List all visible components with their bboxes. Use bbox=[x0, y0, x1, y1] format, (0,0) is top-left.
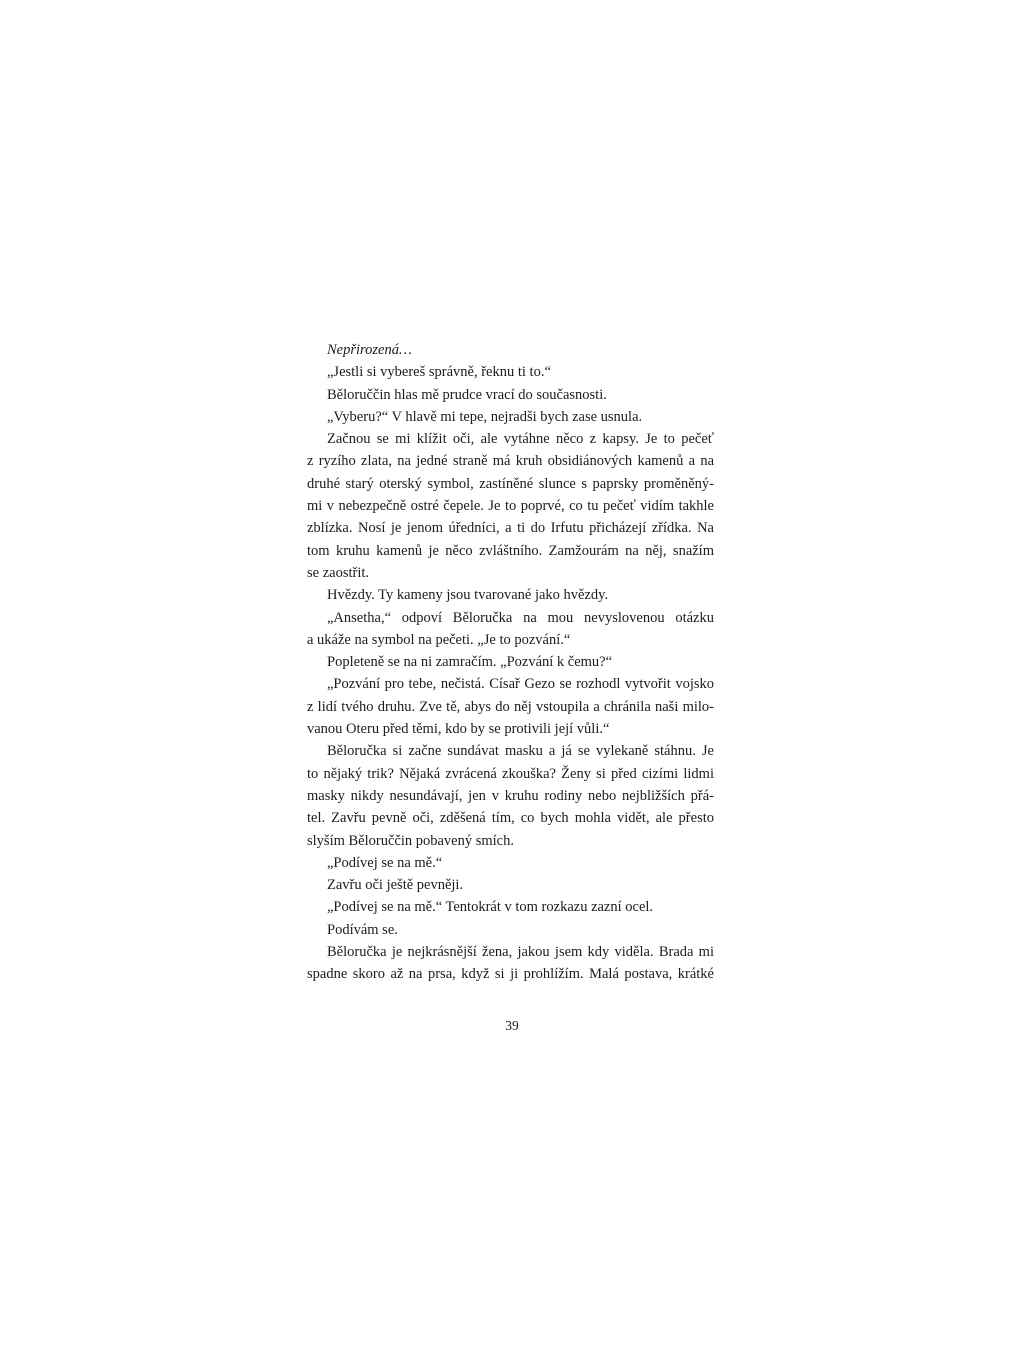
text-line: Hvězdy. Ty kameny jsou tvarované jako hvězdy. bbox=[327, 587, 609, 604]
text-line: „Podívej se na mě.“ bbox=[327, 854, 443, 871]
text-line: „Pozvání pro tebe, nečistá. Císař Gezo se rozhodl vytvořit vojsko bbox=[327, 676, 714, 693]
text-line: tom kruhu kamenů je něco zvláštního. Zamžourám na něj, snažím bbox=[307, 542, 714, 559]
text-line: Běloručka je nejkrásnější žena, jakou jsem kdy viděla. Brada mi bbox=[327, 944, 714, 961]
text-line: Začnou se mi klížit oči, ale vytáhne něco z kapsy. Je to pečeť bbox=[327, 431, 714, 448]
text-line: slyším Běloruččin pobavený smích. bbox=[307, 832, 514, 849]
text-line: spadne skoro až na prsa, když si ji prohlížím. Malá postava, krátké bbox=[307, 966, 714, 983]
text-line: to nějaký trik? Nějaká zvrácená zkouška? Ženy si před cizími lidmi bbox=[307, 765, 714, 782]
text-line: z ryzího zlata, na jedné straně má kruh obsidiánových kamenů a na bbox=[307, 453, 714, 470]
text-line: Popleteně se na ni zamračím. „Pozvání k čemu?“ bbox=[327, 654, 613, 671]
text-line: Podívám se. bbox=[327, 921, 398, 938]
body-text bbox=[307, 339, 714, 986]
page-number: 39 bbox=[505, 1018, 519, 1033]
text-line: „Ansetha,“ odpoví Běloručka na mou nevyslovenou otázku bbox=[327, 609, 714, 626]
text-line: vanou Oteru před těmi, kdo by se protivili její vůli.“ bbox=[307, 721, 610, 738]
text-line: se zaostřit. bbox=[307, 564, 370, 581]
text-line: „Vyberu?“ V hlavě mi tepe, nejradši bych zase usnula. bbox=[327, 408, 643, 425]
text-line: Běloruččin hlas mě prudce vrací do současnosti. bbox=[327, 386, 607, 403]
text-line: Nepřirozená… bbox=[327, 342, 412, 358]
text-line: „Jestli si vybereš správně, řeknu ti to.“ bbox=[327, 364, 551, 381]
text-line: Běloručka si začne sundávat masku a já se vylekaně stáhnu. Je bbox=[327, 743, 714, 760]
text-line: tel. Zavřu pevně oči, zděšená tím, co bych mohla vidět, ale přesto bbox=[307, 810, 714, 827]
text-line: masky nikdy nesundávají, jen v kruhu rodiny nebo nejbližších přá- bbox=[307, 787, 714, 804]
text-line: a ukáže na symbol na pečeti. „Je to pozvání.“ bbox=[307, 631, 571, 648]
text-line: „Podívej se na mě.“ Tentokrát v tom rozkazu zazní ocel. bbox=[327, 899, 654, 916]
text-line: zblízka. Nosí je jenom úředníci, a ti do Irfutu přicházejí zřídka. Na bbox=[307, 520, 714, 537]
text-line: z lidí tvého druhu. Zve tě, abys do něj vstoupila a chránila naši milo- bbox=[307, 698, 714, 715]
text-line: Zavřu oči ještě pevněji. bbox=[327, 877, 464, 894]
text-line: druhé starý oterský symbol, zastíněné slunce s paprsky proměněný- bbox=[307, 475, 714, 492]
text-line: mi v nebezpečně ostré čepele. Je to poprvé, co tu pečeť vidím takhle bbox=[307, 498, 714, 515]
